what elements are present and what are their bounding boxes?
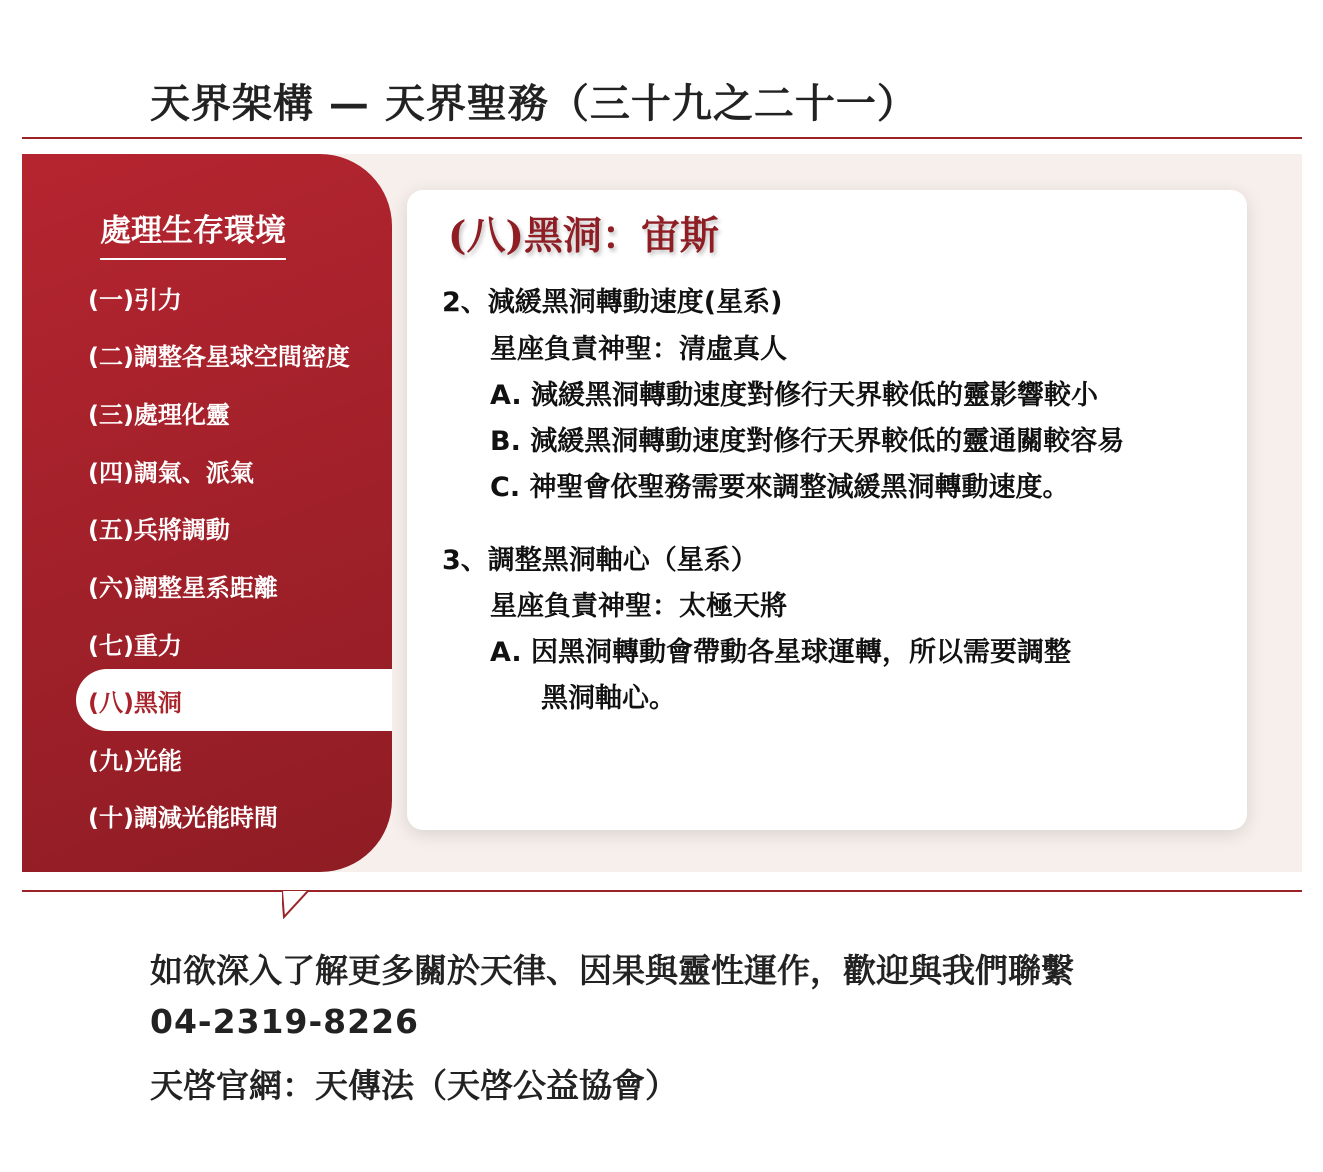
official-website: 天啓官網：天傳法（天啓公益協會） <box>150 1066 678 1105</box>
section-2-heading: 2、減緩黑洞轉動速度(星系) <box>442 287 783 318</box>
section-2-point-a: A. 減緩黑洞轉動速度對修行天界較低的靈影響較小 <box>490 380 1099 411</box>
section-2-point-b: B. 減緩黑洞轉動速度對修行天界較低的靈通關較容易 <box>490 426 1125 457</box>
sidebar-item-qi-dispatch[interactable]: (四)調氣、派氣 <box>88 458 254 487</box>
top-divider <box>22 137 1302 139</box>
section-3-responsible: 星座負責神聖：太極天將 <box>490 591 787 622</box>
bottom-divider <box>22 890 1302 892</box>
contact-invitation: 如欲深入了解更多關於天律、因果與靈性運作，歡迎與我們聯繫 <box>150 951 1074 990</box>
sidebar-item-galaxy-distance[interactable]: (六)調整星系距離 <box>88 573 278 602</box>
sidebar-heading: 處理生存環境 <box>100 205 286 260</box>
speech-notch-icon <box>282 891 312 921</box>
contact-phone: 04-2319-8226 <box>150 1002 420 1041</box>
card-title: (八)黑洞：宙斯 <box>448 213 719 259</box>
section-2-responsible: 星座負責神聖：清虛真人 <box>490 334 787 365</box>
sidebar-item-spirit-transformation[interactable]: (三)處理化靈 <box>88 400 230 429</box>
sidebar-item-planet-density[interactable]: (二)調整各星球空間密度 <box>88 342 350 371</box>
sidebar-item-light-energy[interactable]: (九)光能 <box>88 746 182 775</box>
sidebar-item-light-time[interactable]: (十)調減光能時間 <box>88 803 278 832</box>
section-3-point-a: A. 因黑洞轉動會帶動各星球運轉，所以需要調整 <box>490 637 1072 668</box>
sidebar-item-troop-deployment[interactable]: (五)兵將調動 <box>88 515 230 544</box>
sidebar-item-black-hole[interactable]: (八)黑洞 <box>76 669 392 731</box>
section-2-point-c: C. 神聖會依聖務需要來調整減緩黑洞轉動速度。 <box>490 472 1070 503</box>
sidebar-item-gravitation[interactable]: (一)引力 <box>88 285 182 314</box>
sidebar-item-gravity[interactable]: (七)重力 <box>88 631 182 660</box>
section-3-heading: 3、調整黑洞軸心（星系） <box>442 545 758 576</box>
page-title: 天界架構 — 天界聖務（三十九之二十一） <box>150 80 918 127</box>
section-3-point-a-continued: 黑洞軸心。 <box>541 683 676 714</box>
